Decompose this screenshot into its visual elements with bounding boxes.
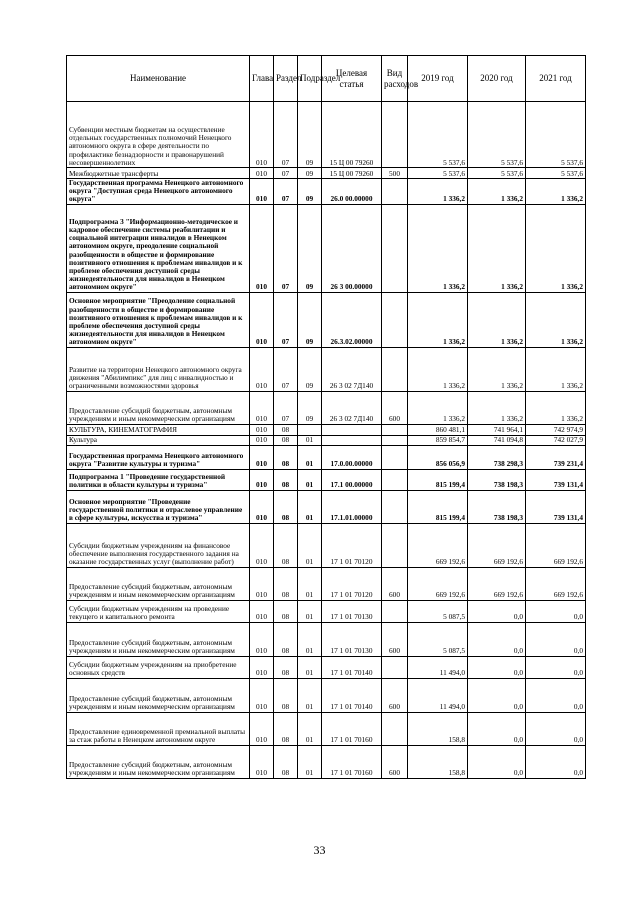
row-target-code: 15 Ц 00 79260: [322, 102, 382, 168]
row-subsection: 09: [298, 347, 322, 391]
row-name: Предоставление единовременной премиальной выплаты за стаж работы в Ненецком автономном округе: [67, 712, 250, 745]
row-name: Субсидии бюджетным учреждениям на проведение текущего и капитального ремонта: [67, 600, 250, 622]
row-value-2020: 1 336,2: [468, 179, 526, 205]
row-target-code: 17.0.00.00000: [322, 445, 382, 469]
row-subsection: 09: [298, 292, 322, 347]
row-target-code: 17 1 01 70160: [322, 745, 382, 778]
row-subsection: 01: [298, 469, 322, 490]
table-row: [67, 490, 586, 523]
row-section: 07: [274, 179, 298, 205]
row-expense-type: 600: [382, 678, 408, 712]
row-subsection: 09: [298, 168, 322, 179]
row-value-2020: 738 198,3: [468, 490, 526, 523]
row-target-code: 15 Ц 00 79260: [322, 168, 382, 179]
row-value-2020: 738 198,3: [468, 469, 526, 490]
row-value-2021: 0,0: [526, 712, 586, 745]
row-section: 07: [274, 292, 298, 347]
row-value-2019: 860 481,1: [408, 424, 468, 435]
row-value-2021: 739 131,4: [526, 490, 586, 523]
row-value-2020: 0,0: [468, 656, 526, 678]
row-subsection: 01: [298, 622, 322, 656]
row-name: Подпрограмма 1 "Проведение государственной политики в области культуры и туризма": [67, 469, 250, 490]
row-value-2019: 158,8: [408, 745, 468, 778]
row-expense-type: [382, 712, 408, 745]
row-value-2019: 669 192,6: [408, 567, 468, 600]
row-section: 08: [274, 600, 298, 622]
row-section: 08: [274, 424, 298, 435]
row-value-2020: 741 094,8: [468, 435, 526, 445]
table-row: [67, 745, 586, 778]
row-value-2020: 1 336,2: [468, 347, 526, 391]
row-value-2019: 1 336,2: [408, 204, 468, 292]
row-chapter: 010: [250, 712, 274, 745]
row-chapter: 010: [250, 391, 274, 424]
row-name: Культура: [67, 435, 250, 445]
row-subsection: 01: [298, 656, 322, 678]
row-value-2021: 5 537,6: [526, 168, 586, 179]
row-target-code: 17 1 01 70140: [322, 656, 382, 678]
row-value-2020: 0,0: [468, 600, 526, 622]
row-name: Основное мероприятие "Преодоление социальной разобщенности в обществе и формирование позитивного отношения к проблемам инвалидов и к проблеме обеспечения доступной среды жизнедеятельности для инвалидов в Ненецком автономном округе": [67, 292, 250, 347]
row-value-2020: 0,0: [468, 678, 526, 712]
row-value-2021: 1 336,2: [526, 179, 586, 205]
row-chapter: 010: [250, 204, 274, 292]
row-target-code: 17 1 01 70120: [322, 523, 382, 567]
row-subsection: 01: [298, 523, 322, 567]
row-subsection: 09: [298, 204, 322, 292]
row-value-2020: 1 336,2: [468, 292, 526, 347]
row-chapter: 010: [250, 168, 274, 179]
row-name: Субсидии бюджетным учреждениям на финансовое обеспечение выполнения государственного задания на оказание государственных услуг (выполнение работ): [67, 523, 250, 567]
row-value-2020: 738 298,3: [468, 445, 526, 469]
row-value-2019: 1 336,2: [408, 179, 468, 205]
row-name: Предоставление субсидий бюджетным, автономным учреждениям и иным некоммерческим организациям: [67, 391, 250, 424]
table-row: [67, 391, 586, 424]
row-expense-type: [382, 490, 408, 523]
row-chapter: 010: [250, 745, 274, 778]
row-subsection: 09: [298, 179, 322, 205]
row-value-2020: 1 336,2: [468, 204, 526, 292]
row-value-2019: 158,8: [408, 712, 468, 745]
row-target-code: 26 3 02 7Д140: [322, 347, 382, 391]
row-name: Межбюджетные трансферты: [67, 168, 250, 179]
table-row: [67, 622, 586, 656]
row-target-code: 17 1 01 70130: [322, 622, 382, 656]
row-section: 07: [274, 168, 298, 179]
row-target-code: 26 3 00.00000: [322, 204, 382, 292]
row-section: 07: [274, 391, 298, 424]
row-expense-type: [382, 469, 408, 490]
row-expense-type: [382, 179, 408, 205]
row-target-code: 26 3 02 7Д140: [322, 391, 382, 424]
row-section: 08: [274, 656, 298, 678]
row-chapter: 010: [250, 656, 274, 678]
row-expense-type: [382, 204, 408, 292]
row-value-2019: 856 056,9: [408, 445, 468, 469]
row-value-2021: 0,0: [526, 656, 586, 678]
row-section: 08: [274, 678, 298, 712]
row-chapter: 010: [250, 102, 274, 168]
row-section: 07: [274, 347, 298, 391]
row-value-2019: 1 336,2: [408, 347, 468, 391]
row-value-2021: 742 974,9: [526, 424, 586, 435]
table-body: [67, 102, 586, 779]
row-target-code: [322, 435, 382, 445]
row-chapter: 010: [250, 424, 274, 435]
row-value-2021: 1 336,2: [526, 347, 586, 391]
row-chapter: 010: [250, 445, 274, 469]
row-expense-type: [382, 347, 408, 391]
table-row: [67, 347, 586, 391]
row-value-2019: 5 537,6: [408, 168, 468, 179]
row-chapter: 010: [250, 490, 274, 523]
row-expense-type: [382, 424, 408, 435]
col-header-name: Наименование: [67, 56, 250, 102]
table-row: [67, 600, 586, 622]
row-chapter: 010: [250, 567, 274, 600]
row-expense-type: [382, 102, 408, 168]
row-target-code: [322, 424, 382, 435]
row-name: Государственная программа Ненецкого автономного округа "Доступная среда Ненецкого автономного округа": [67, 179, 250, 205]
row-subsection: [298, 424, 322, 435]
row-chapter: 010: [250, 179, 274, 205]
row-target-code: 26.0 00.00000: [322, 179, 382, 205]
row-value-2021: 739 231,4: [526, 445, 586, 469]
row-value-2021: 5 537,6: [526, 102, 586, 168]
row-value-2019: 815 199,4: [408, 469, 468, 490]
row-value-2021: 669 192,6: [526, 523, 586, 567]
row-target-code: 17 1 01 70140: [322, 678, 382, 712]
table-row: [67, 204, 586, 292]
row-chapter: 010: [250, 435, 274, 445]
row-expense-type: 600: [382, 567, 408, 600]
row-value-2021: 742 027,9: [526, 435, 586, 445]
row-value-2021: 0,0: [526, 622, 586, 656]
row-value-2021: 1 336,2: [526, 292, 586, 347]
row-section: 08: [274, 523, 298, 567]
row-value-2019: 5 087,5: [408, 622, 468, 656]
row-section: 08: [274, 445, 298, 469]
table-row: [67, 656, 586, 678]
table-row: [67, 469, 586, 490]
row-value-2019: 859 854,7: [408, 435, 468, 445]
row-name: Субвенции местным бюджетам на осуществление отдельных государственных полномочий Ненецкого автономного округа в сфере деятельности по профилактике безнадзорности и правонарушений несовершеннолетних: [67, 102, 250, 168]
row-subsection: 09: [298, 391, 322, 424]
row-section: 07: [274, 204, 298, 292]
row-chapter: 010: [250, 469, 274, 490]
header-row: [67, 56, 586, 102]
row-chapter: 010: [250, 347, 274, 391]
row-value-2020: 741 964,1: [468, 424, 526, 435]
row-section: 08: [274, 567, 298, 600]
row-name: Государственная программа Ненецкого автономного округа "Развитие культуры и туризма": [67, 445, 250, 469]
row-expense-type: [382, 445, 408, 469]
row-expense-type: [382, 435, 408, 445]
row-name: Предоставление субсидий бюджетным, автономным учреждениям и иным некоммерческим организациям: [67, 622, 250, 656]
col-header-2020: 2020 год: [468, 56, 526, 102]
row-subsection: 01: [298, 435, 322, 445]
row-section: 08: [274, 622, 298, 656]
row-value-2019: 669 192,6: [408, 523, 468, 567]
table-row: [67, 678, 586, 712]
row-expense-type: [382, 292, 408, 347]
row-expense-type: [382, 523, 408, 567]
row-chapter: 010: [250, 678, 274, 712]
row-chapter: 010: [250, 523, 274, 567]
row-subsection: 01: [298, 445, 322, 469]
col-header-section: Раздел: [274, 56, 298, 102]
row-value-2020: 0,0: [468, 622, 526, 656]
row-value-2021: 1 336,2: [526, 204, 586, 292]
row-subsection: 01: [298, 490, 322, 523]
row-expense-type: [382, 600, 408, 622]
row-target-code: 17 1 01 70120: [322, 567, 382, 600]
row-value-2020: 669 192,6: [468, 523, 526, 567]
row-value-2021: 0,0: [526, 678, 586, 712]
row-chapter: 010: [250, 622, 274, 656]
row-name: Субсидии бюджетным учреждениям на приобретение основных средств: [67, 656, 250, 678]
row-subsection: 09: [298, 102, 322, 168]
row-section: 08: [274, 435, 298, 445]
table-row: [67, 179, 586, 205]
row-value-2020: 5 537,6: [468, 102, 526, 168]
col-header-expense-type: Вид расходов: [382, 56, 408, 102]
row-name: Предоставление субсидий бюджетным, автономным учреждениям и иным некоммерческим организациям: [67, 745, 250, 778]
row-subsection: 01: [298, 600, 322, 622]
row-expense-type: 500: [382, 168, 408, 179]
row-value-2020: 669 192,6: [468, 567, 526, 600]
row-value-2021: 739 131,4: [526, 469, 586, 490]
row-target-code: 17 1 01 70160: [322, 712, 382, 745]
col-header-subsection: Подраздел: [298, 56, 322, 102]
row-subsection: 01: [298, 678, 322, 712]
col-header-2019: 2019 год: [408, 56, 468, 102]
row-chapter: 010: [250, 292, 274, 347]
row-section: 08: [274, 745, 298, 778]
row-subsection: 01: [298, 567, 322, 600]
row-section: 08: [274, 490, 298, 523]
row-expense-type: [382, 656, 408, 678]
table-row: [67, 567, 586, 600]
row-value-2020: 1 336,2: [468, 391, 526, 424]
row-target-code: 17.1.01.00000: [322, 490, 382, 523]
col-header-target: Целевая статья: [322, 56, 382, 102]
row-subsection: 01: [298, 745, 322, 778]
row-expense-type: 600: [382, 745, 408, 778]
row-value-2021: 0,0: [526, 745, 586, 778]
row-value-2019: 5 537,6: [408, 102, 468, 168]
table-row: [67, 424, 586, 435]
table-row: [67, 523, 586, 567]
row-value-2019: 11 494,0: [408, 678, 468, 712]
row-expense-type: 600: [382, 622, 408, 656]
row-section: 08: [274, 712, 298, 745]
row-name: Развитие на территории Ненецкого автономного округа движения "Абилимпикс" для лиц с инвалидностью и ограниченными возможностями здоровья: [67, 347, 250, 391]
row-target-code: 26.3.02.00000: [322, 292, 382, 347]
table-row: [67, 168, 586, 179]
row-value-2019: 1 336,2: [408, 391, 468, 424]
row-value-2021: 669 192,6: [526, 567, 586, 600]
row-value-2019: 5 087,5: [408, 600, 468, 622]
row-name: КУЛЬТУРА, КИНЕМАТОГРАФИЯ: [67, 424, 250, 435]
row-value-2020: 0,0: [468, 745, 526, 778]
row-value-2021: 0,0: [526, 600, 586, 622]
row-value-2021: 1 336,2: [526, 391, 586, 424]
table-row: [67, 712, 586, 745]
row-expense-type: 600: [382, 391, 408, 424]
row-value-2019: 11 494,0: [408, 656, 468, 678]
table-row: [67, 435, 586, 445]
row-name: Подпрограмма 3 "Информационно-методическое и кадровое обеспечение системы реабилитации и социальной интеграции инвалидов в Ненецком автономном округе, преодоление социальной разобщенности в обществе и формирование позитивного отношения к проблемам инвалидов и к проблеме обеспечения доступной среды жизнедеятельности для инвалидов в Ненецком автономном округе": [67, 204, 250, 292]
col-header-chapter: Глава: [250, 56, 274, 102]
page-number: 33: [313, 843, 326, 857]
row-value-2020: 0,0: [468, 712, 526, 745]
row-section: 07: [274, 102, 298, 168]
row-name: Предоставление субсидий бюджетным, автономным учреждениям и иным некоммерческим организациям: [67, 567, 250, 600]
row-section: 08: [274, 469, 298, 490]
row-target-code: 17.1 00.00000: [322, 469, 382, 490]
table-row: [67, 102, 586, 168]
row-value-2019: 815 199,4: [408, 490, 468, 523]
row-chapter: 010: [250, 600, 274, 622]
table-row: [67, 292, 586, 347]
row-name: Предоставление субсидий бюджетным, автономным учреждениям и иным некоммерческим организациям: [67, 678, 250, 712]
row-name: Основное мероприятие "Проведение государственной политики и отраслевое управление в сфере культуры, искусства и туризма": [67, 490, 250, 523]
row-subsection: 01: [298, 712, 322, 745]
budget-table: [66, 55, 586, 779]
row-target-code: 17 1 01 70130: [322, 600, 382, 622]
col-header-2021: 2021 год: [526, 56, 586, 102]
row-value-2020: 5 537,6: [468, 168, 526, 179]
row-value-2019: 1 336,2: [408, 292, 468, 347]
table-row: [67, 445, 586, 469]
